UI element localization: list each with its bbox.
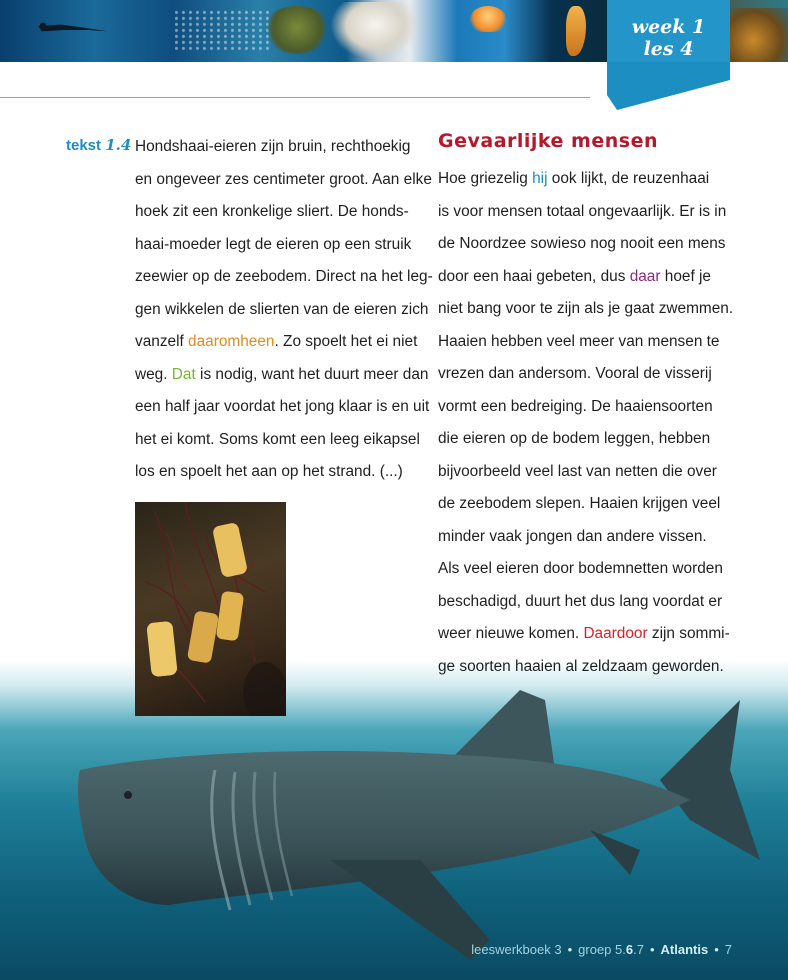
left-line: zeewier op de zeebodem. Direct na het leg- <box>135 268 433 285</box>
left-line: een half jaar voordat het jong klaar is en uit <box>135 398 430 415</box>
footer-book: leeswerkboek 3 <box>471 942 562 957</box>
week-line: week 1 <box>631 16 706 38</box>
left-line: Hondshaai-eieren zijn bruin, rechthoekig <box>135 138 411 155</box>
footer-groep-6: 6 <box>625 942 634 957</box>
left-line: los en spoelt het aan op het strand. (...) <box>135 463 403 480</box>
right-line-part: hoef je <box>660 267 711 285</box>
right-line: bijvoorbeeld veel last van netten die over <box>438 462 717 480</box>
text-label-number: 1.4 <box>105 136 132 154</box>
highlight-daar: daar <box>629 267 661 285</box>
diver-icon <box>20 18 130 38</box>
right-line: de Noordzee sowieso nog nooit een mens <box>438 235 726 252</box>
right-line <box>438 261 733 294</box>
highlight-dat: Dat <box>171 365 196 383</box>
left-line: het ei komt. Soms komt een leeg eikapsel <box>135 430 420 448</box>
left-line-part: . Zo spoelt het ei niet <box>274 333 418 350</box>
left-line <box>135 326 433 359</box>
right-line-part: zijn sommi- <box>647 625 730 642</box>
right-line: vormt een bedreiging. De haaiensoorten <box>438 397 713 415</box>
basking-shark-photo <box>0 660 788 980</box>
egg-capsule-photo <box>135 502 286 716</box>
footer-groep: groep 5 <box>578 942 623 957</box>
right-line: Haaien hebben veel meer van mensen te <box>438 332 720 350</box>
les-line: les 4 <box>643 38 694 60</box>
separator-dot: • <box>567 942 573 957</box>
separator-dot: • <box>649 942 655 957</box>
text-number-label <box>66 136 131 154</box>
text-label-word: tekst <box>66 137 102 154</box>
left-line-part: vanzelf <box>135 333 189 350</box>
fish-school-image <box>175 10 270 50</box>
left-line: en ongeveer zes centimeter groot. Aan elke <box>135 170 432 188</box>
right-line-part: Hoe griezelig <box>438 170 533 187</box>
right-line: minder vaak jongen dan andere vissen. <box>438 527 707 545</box>
jellyfish-image <box>470 6 506 32</box>
right-line: ge soorten haaien al zeldzaam geworden. <box>438 657 724 675</box>
left-line <box>135 359 433 392</box>
right-line-part: weer nieuwe komen. <box>438 625 584 642</box>
highlight-daaromheen: daaromheen <box>188 333 275 350</box>
right-line: vrezen dan andersom. Vooral de visserij <box>438 365 712 382</box>
left-line: hoek zit een kronkelige sliert. De honds- <box>135 203 409 220</box>
right-line-part: door een haai gebeten, dus <box>438 267 630 285</box>
divider <box>0 97 590 98</box>
right-line: die eieren op de bodem leggen, hebben <box>438 430 711 447</box>
seahorse-image <box>566 6 586 56</box>
section-title: Gevaarlijke mensen <box>438 130 658 152</box>
left-line: haai-moeder legt de eieren op een struik <box>135 235 412 253</box>
shell-image <box>330 2 420 60</box>
left-line: gen wikkelen de slierten van de eieren zich <box>135 300 429 318</box>
page-footer: leeswerkboek 3 • groep 5.6.7 • Atlantis • 7 <box>471 942 732 957</box>
right-line <box>438 618 733 651</box>
right-text-column <box>438 163 733 683</box>
left-line-part: is nodig, want het duurt meer dan <box>195 365 429 383</box>
right-line: niet bang voor te zijn als je gaat zwemmen. <box>438 300 734 317</box>
coral-image <box>730 8 788 62</box>
left-text-column <box>135 131 433 489</box>
footer-brand: Atlantis <box>660 942 709 957</box>
page-number: 7 <box>724 942 732 957</box>
right-line: Als veel eieren door bodemnetten worden <box>438 560 723 577</box>
turtle-image <box>262 6 332 54</box>
right-line: de zeebodem slepen. Haaien krijgen veel <box>438 495 721 512</box>
week-label <box>607 16 730 60</box>
footer-groep-7: 7 <box>636 942 644 957</box>
highlight-hij: hij <box>532 170 548 187</box>
separator-dot: • <box>714 942 719 957</box>
right-line: is voor mensen totaal ongevaarlijk. Er is in <box>438 202 727 220</box>
left-line-part: weg. <box>135 365 172 383</box>
highlight-daardoor: Daardoor <box>583 625 648 642</box>
right-line <box>438 163 733 196</box>
right-line: beschadigd, duurt het dus lang voordat er <box>438 592 723 610</box>
right-line-part: ook lijkt, de reuzenhaai <box>547 170 710 187</box>
